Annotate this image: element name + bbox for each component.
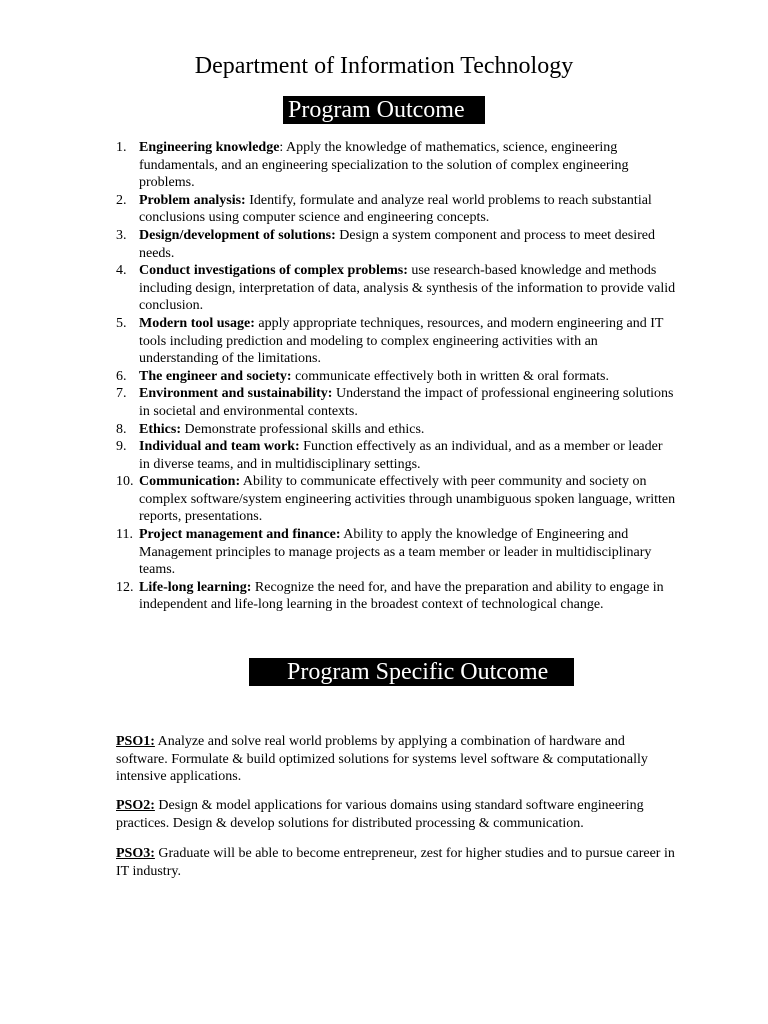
outcome-title: Project management and finance: <box>139 527 341 543</box>
outcome-text: Design a system component and process to meet desired needs. <box>139 227 655 261</box>
outcome-number: 10. <box>116 474 134 490</box>
program-outcome-heading: Program Outcome <box>283 96 485 124</box>
outcome-title: Environment and sustainability: <box>139 386 333 402</box>
outcome-title: Design/development of solutions: <box>139 227 336 243</box>
department-title: Department of Information Technology <box>194 53 574 79</box>
outcome-text: Ability to apply the knowledge of Engineering and Management principles to manage projects as a team member or leader in multidisciplinary teams. <box>139 527 652 578</box>
outcome-text: Ability to communicate effectively with peer community and society on complex software/system engineering activities through unambiguous spoken language, written reports, presentations. <box>139 474 676 525</box>
pso3-label: PSO3: <box>116 846 155 861</box>
outcome-text: Demonstrate professional skills and ethics. <box>181 421 425 437</box>
pso3-text: Graduate will be able to become entrepreneur, zest for higher studies and to pursue career in IT industry. <box>116 846 675 879</box>
outcome-text: use research-based knowledge and methods including design, interpretation of data, analysis & synthesis of the information to provide valid conclusion. <box>139 263 676 314</box>
pso1-label: PSO1: <box>116 734 155 749</box>
outcome-number: 11. <box>116 527 133 543</box>
pso3-paragraph <box>116 845 676 880</box>
outcome-text: Recognize the need for, and have the preparation and ability to engage in independent and life-long learning in the broadest context of technological change. <box>139 579 664 613</box>
pso1-paragraph <box>116 733 676 786</box>
outcome-item <box>116 139 676 192</box>
outcome-title: Ethics: <box>139 421 181 437</box>
outcome-item <box>116 227 676 262</box>
pso2-paragraph <box>116 797 676 832</box>
outcome-item <box>116 368 676 386</box>
outcome-text: apply appropriate techniques, resources, and modern engineering and IT tools including prediction and modeling to complex engineering activities with an understanding of the limitations. <box>139 315 664 367</box>
outcome-title: Life-long learning: <box>139 579 252 595</box>
outcome-text: Identify, formulate and analyze real world problems to reach substantial conclusions using computer science and engineering concepts. <box>139 192 652 226</box>
outcome-item <box>116 315 676 368</box>
outcome-item <box>116 526 676 579</box>
outcome-text: communicate effectively both in written & oral formats. <box>291 368 609 384</box>
outcome-title: Modern tool usage: <box>139 315 255 331</box>
pso2-label: PSO2: <box>116 798 155 813</box>
outcome-number: 3. <box>116 227 127 243</box>
outcome-title: The engineer and society: <box>139 368 292 384</box>
outcome-title: Engineering knowledge <box>139 140 280 155</box>
outcome-title: Conduct investigations of complex problems: <box>139 263 408 279</box>
outcome-number: 7. <box>116 386 127 402</box>
outcome-item <box>116 473 676 526</box>
program-specific-outcome-heading: Program Specific Outcome <box>249 658 574 686</box>
outcome-number: 5. <box>116 315 127 331</box>
outcome-text: Understand the impact of professional engineering solutions in societal and environmental contexts. <box>139 386 674 419</box>
outcome-title: Communication: <box>139 474 241 490</box>
pso1-text: Analyze and solve real world problems by applying a combination of hardware and software. Formulate & build optimized solutions for systems level software & computationally intensive applications. <box>116 734 648 785</box>
pso2-text: Design & model applications for various domains using standard software engineering practices. Design & develop solutions for distributed processing & communication. <box>116 798 644 831</box>
outcome-number: 1. <box>116 140 127 155</box>
outcome-title: Individual and team work: <box>139 439 300 455</box>
outcome-text: Function effectively as an individual, and as a member or leader in diverse teams, and in multidisciplinary settings. <box>139 439 663 472</box>
outcome-number: 8. <box>116 421 127 437</box>
outcome-text: : Apply the knowledge of mathematics, science, engineering fundamentals, and an engineering specialization to the solution of complex engineering problems. <box>139 140 629 191</box>
outcome-number: 4. <box>116 263 127 279</box>
program-outcome-list <box>116 139 676 614</box>
outcome-number: 2. <box>116 192 127 208</box>
outcome-item <box>116 262 676 315</box>
outcome-item <box>116 192 676 227</box>
outcome-item <box>116 579 676 614</box>
outcome-title: Problem analysis: <box>139 192 246 208</box>
outcome-item <box>116 421 676 439</box>
outcome-number: 12. <box>116 579 134 595</box>
outcome-number: 9. <box>116 439 127 455</box>
outcome-item <box>116 438 676 473</box>
outcome-item <box>116 385 676 420</box>
outcome-number: 6. <box>116 368 127 384</box>
